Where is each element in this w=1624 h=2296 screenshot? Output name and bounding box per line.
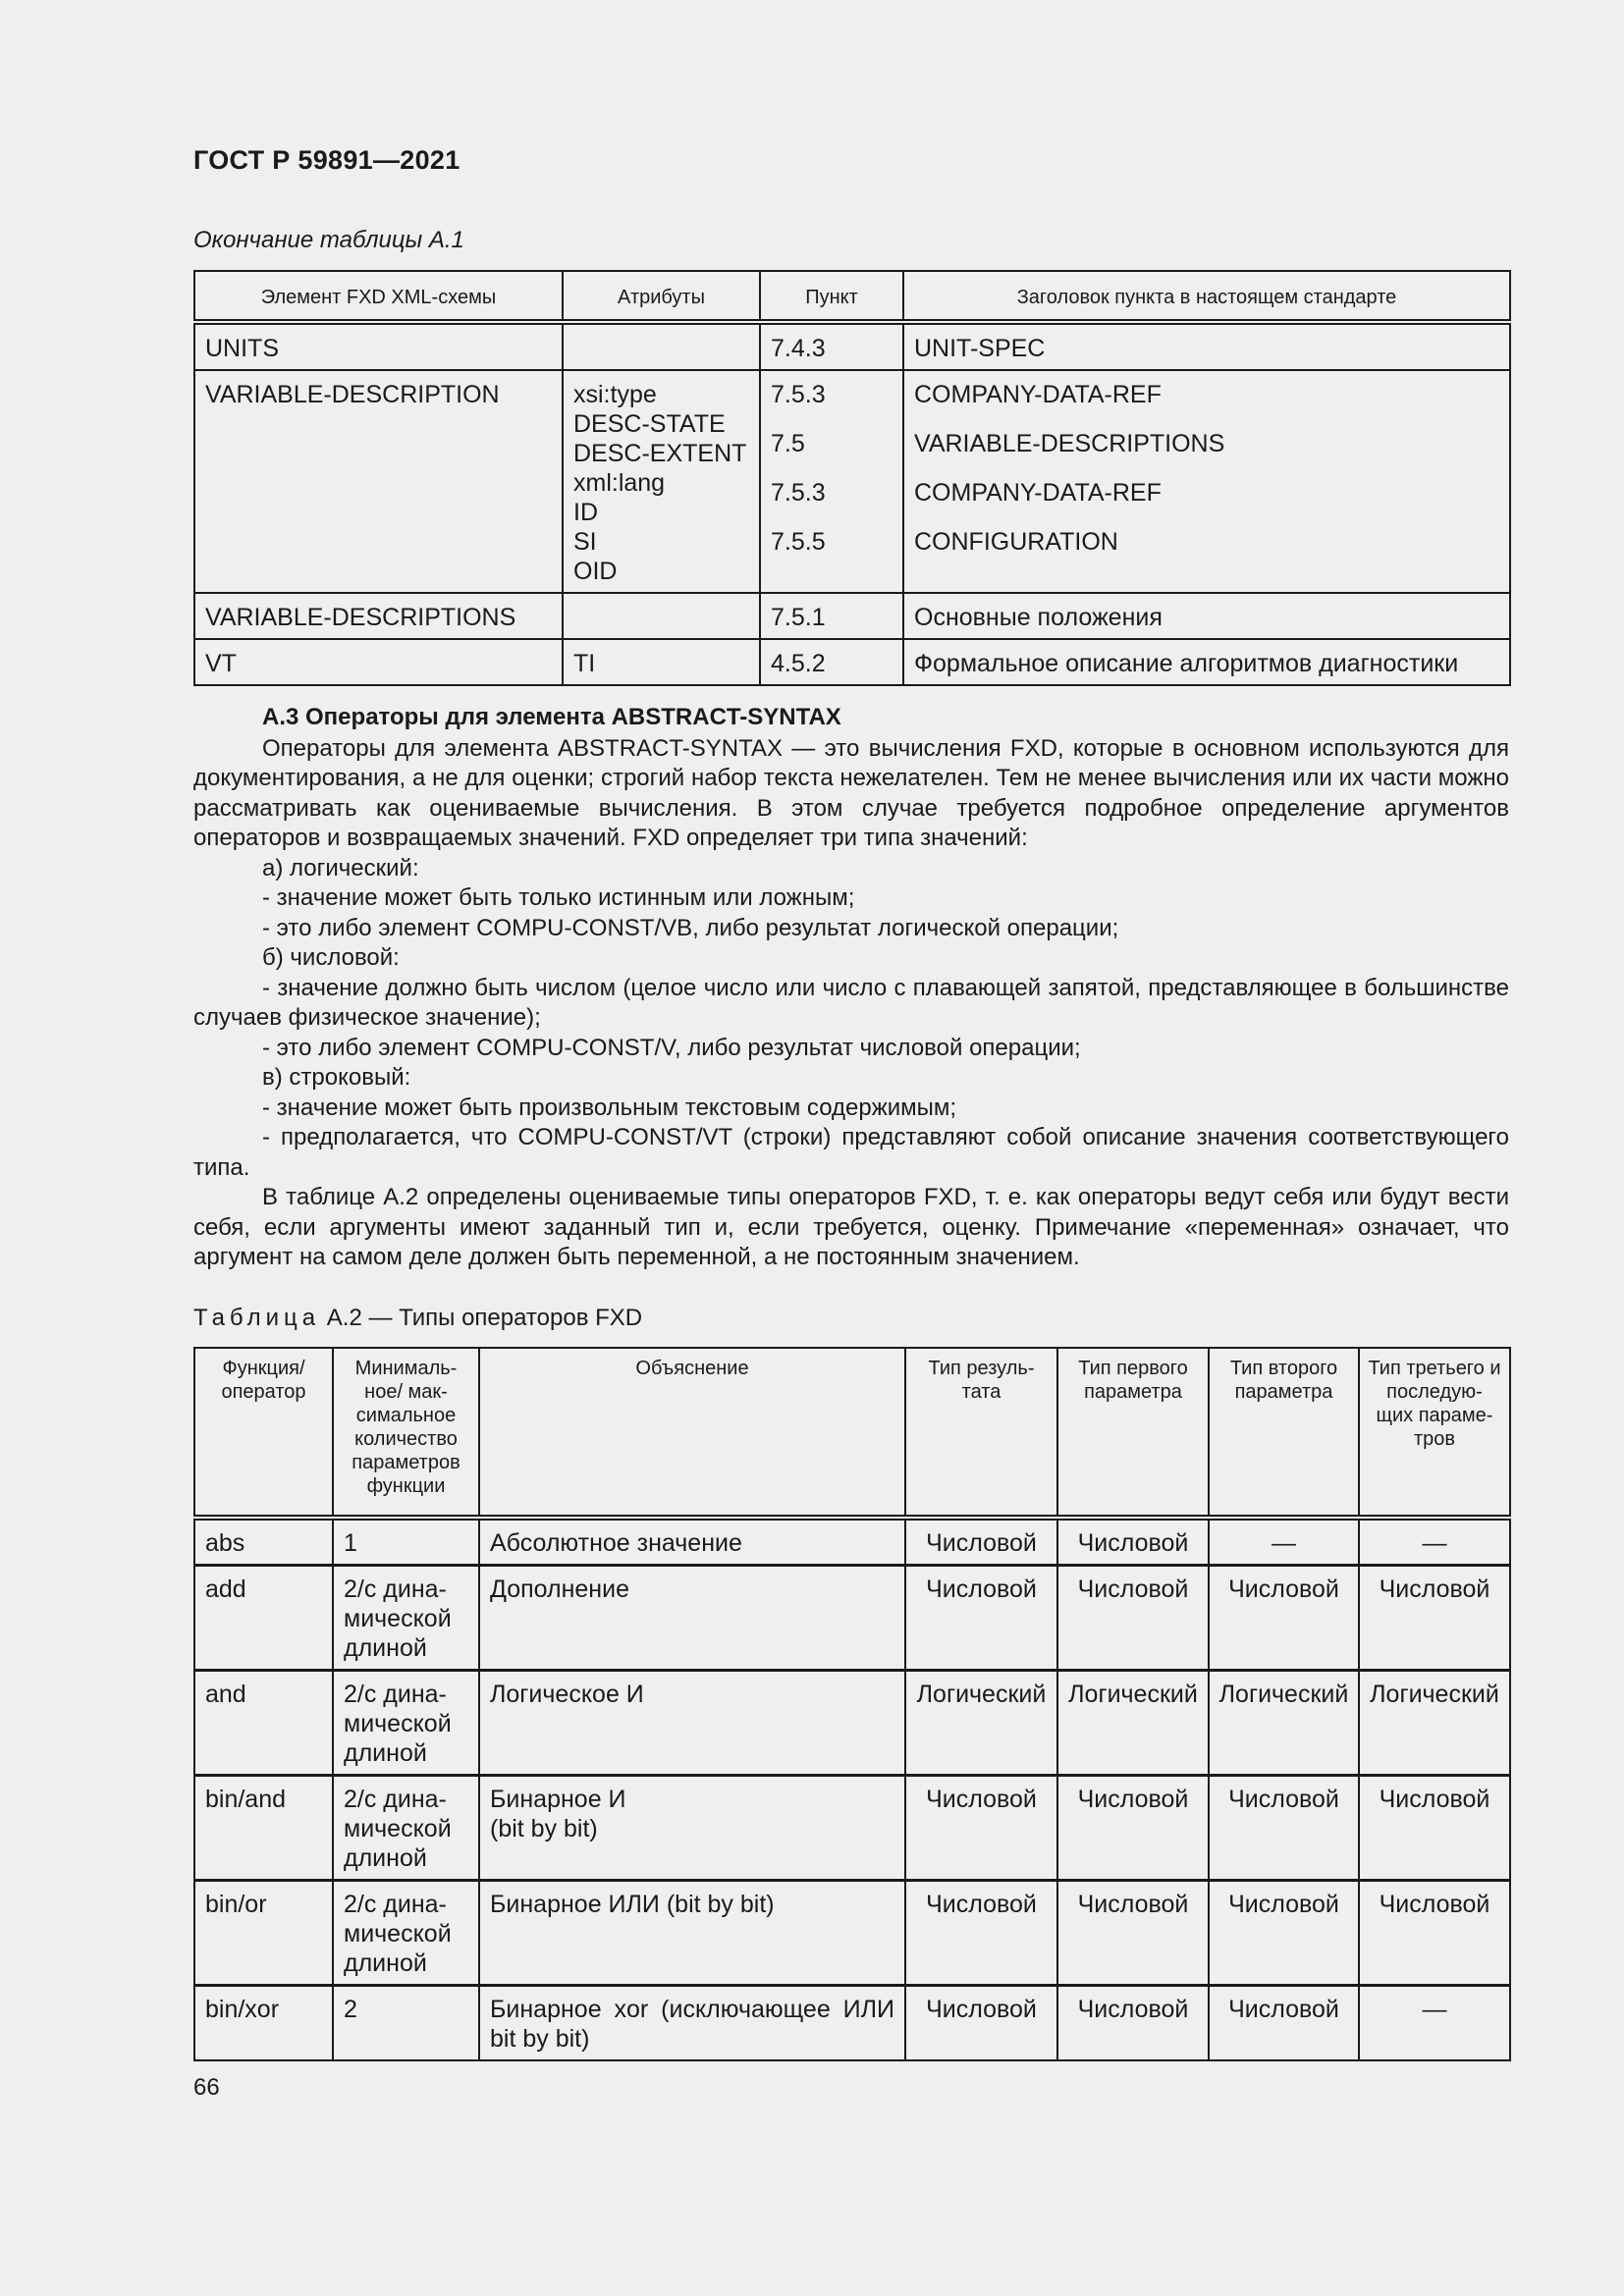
table-a2-header-cell: Минималь- ное/ мак- симальное количество параметров функции [333,1348,479,1518]
table-row [194,1518,1510,1566]
table-a2-caption-text: А.2 — Типы операторов FXD [326,1305,643,1331]
type-cell-p2: — [1209,1518,1359,1566]
attribute-item: ID [573,499,598,526]
table-row [194,639,1510,685]
operator-cell: bin/and [194,1776,333,1881]
type-cell-result: Числовой [905,1518,1057,1566]
point-item: 7.5.3 [771,381,826,408]
attribute-item: DESC-STATE [573,410,726,438]
table-a2-header-row [194,1348,1510,1518]
explanation-cell: Абсолютное значение [479,1518,905,1566]
operator-cell: add [194,1566,333,1671]
element-cell: VT [194,639,563,685]
point-cell [760,370,903,593]
attribute-item: OID [573,558,618,585]
title-item: COMPANY-DATA-REF [914,479,1162,507]
type-cell-p2: Числовой [1209,1776,1359,1881]
explanation-cell: Дополнение [479,1566,905,1671]
attributes-cell [563,370,760,593]
table-a1-caption: Окончание таблицы А.1 [193,227,464,253]
type-cell-p2: Числовой [1209,1986,1359,2061]
section-a3 [193,703,1509,1273]
type-cell-result: Числовой [905,1776,1057,1881]
operator-cell: and [194,1671,333,1776]
table-a2 [193,1347,1511,2061]
point-item: 4.5.2 [771,650,826,677]
table-row [194,1671,1510,1776]
table-a2-caption [193,1305,642,1332]
title-cell [903,639,1510,685]
page-number: 66 [193,2074,220,2101]
paragraph: а) логический: [262,854,419,881]
attributes-cell [563,593,760,639]
table-a2-header-cell: Объяснение [479,1348,905,1518]
explanation-cell: Бинарное xor (исключающее ИЛИ bit by bit) [479,1986,905,2061]
paragraph: - значение может быть только истинным или ложным; [262,884,855,911]
element-cell: UNITS [194,322,563,370]
operator-cell: bin/xor [194,1986,333,2061]
paragraph: - значение может быть произвольным текстовым содержимым; [262,1094,957,1121]
table-row [194,1986,1510,2061]
type-cell-result: Логический [905,1671,1057,1776]
title-item: VARIABLE-DESCRIPTIONS [914,430,1225,457]
point-item: 7.4.3 [771,335,826,362]
type-cell-p3: Числовой [1359,1881,1510,1986]
document-header-title: ГОСТ Р 59891—2021 [193,145,460,175]
table-row [194,1881,1510,1986]
type-cell-result: Числовой [905,1566,1057,1671]
table-a2-header-cell: Тип третьего и последую- щих параме- тров [1359,1348,1510,1518]
point-item: 7.5.1 [771,604,826,631]
explanation-cell: Бинарное ИЛИ (bit by bit) [479,1881,905,1986]
type-cell-p1: Числовой [1057,1776,1209,1881]
param-count-cell: 2/с дина- мической длиной [333,1671,479,1776]
table-row [194,1566,1510,1671]
param-count-cell: 2/с дина- мической длиной [333,1566,479,1671]
table-a1-header-cell: Элемент FXD XML-схемы [194,271,563,322]
title-cell [903,322,1510,370]
type-cell-p2: Числовой [1209,1566,1359,1671]
paragraph: в) строковый: [262,1064,411,1091]
point-item: 7.5.3 [771,479,826,507]
table-a1-header-cell: Заголовок пункта в настоящем стандарте [903,271,1510,322]
table-row [194,370,1510,593]
type-cell-p2: Логический [1209,1671,1359,1776]
table-a1-header-row [194,271,1510,322]
point-cell [760,322,903,370]
param-count-cell: 2/с дина- мической длиной [333,1776,479,1881]
type-cell-p2: Числовой [1209,1881,1359,1986]
point-cell [760,639,903,685]
operator-cell: bin/or [194,1881,333,1986]
type-cell-result: Числовой [905,1881,1057,1986]
type-cell-p1: Числовой [1057,1566,1209,1671]
point-cell [760,593,903,639]
type-cell-p3: Числовой [1359,1776,1510,1881]
table-a2-header-cell: Тип второго параметра [1209,1348,1359,1518]
param-count-cell: 1 [333,1518,479,1566]
paragraph: - это либо элемент COMPU-CONST/VB, либо результат логической операции; [262,914,1119,941]
table-row [194,322,1510,370]
type-cell-p3: Логический [1359,1671,1510,1776]
table-a2-header-cell: Тип резуль- тата [905,1348,1057,1518]
explanation-cell: Бинарное И (bit by bit) [479,1776,905,1881]
type-cell-result: Числовой [905,1986,1057,2061]
point-item: 7.5.5 [771,528,826,556]
type-cell-p3: Числовой [1359,1566,1510,1671]
title-item: Формальное описание алгоритмов диагностики [914,650,1459,677]
type-cell-p3: — [1359,1518,1510,1566]
type-cell-p1: Числовой [1057,1986,1209,2061]
attribute-item: DESC-EXTENT [573,440,747,467]
paragraph: - предполагается, что COMPU-CONST/VT (строки) представляют собой описание значения соответствующего типа. [193,1124,1509,1181]
type-cell-p1: Числовой [1057,1518,1209,1566]
attribute-item: xsi:type [573,381,657,408]
attributes-cell [563,639,760,685]
table-a2-header-cell: Тип первого параметра [1057,1348,1209,1518]
attribute-item: SI [573,528,597,556]
attributes-cell [563,322,760,370]
attribute-item: xml:lang [573,469,666,497]
type-cell-p1: Логический [1057,1671,1209,1776]
paragraph: - это либо элемент COMPU-CONST/V, либо результат числовой операции; [262,1034,1081,1061]
param-count-cell: 2 [333,1986,479,2061]
element-cell: VARIABLE-DESCRIPTION [194,370,563,593]
table-a1-header-cell: Атрибуты [563,271,760,322]
table-a2-header-cell: Функция/ оператор [194,1348,333,1518]
paragraph: - значение должно быть числом (целое число или число с плавающей запятой, представляющее в большинстве случаев физическое значение); [193,974,1509,1031]
operator-cell: abs [194,1518,333,1566]
type-cell-p1: Числовой [1057,1881,1209,1986]
table-a1-header-cell: Пункт [760,271,903,322]
table-a1 [193,270,1511,686]
table-row [194,1776,1510,1881]
title-item: COMPANY-DATA-REF [914,381,1162,408]
explanation-cell: Логическое И [479,1671,905,1776]
title-item: UNIT-SPEC [914,335,1046,362]
point-item: 7.5 [771,430,805,457]
table-a2-caption-label: Таблица [193,1305,321,1331]
type-cell-p3: — [1359,1986,1510,2061]
title-cell [903,370,1510,593]
title-item: CONFIGURATION [914,528,1118,556]
section-title: А.3 Операторы для элемента ABSTRACT-SYNTAX [262,704,841,730]
attribute-item: TI [573,650,596,677]
paragraph: В таблице А.2 определены оцениваемые типы операторов FXD, т. е. как операторы ведут себя или будут вести себя, если аргументы имеют заданный тип и, если требуется, оценку. Примечание «переменная» означает, что аргумент на самом деле должен быть переменной, а не постоянным значением. [193,1184,1509,1270]
title-item: Основные положения [914,604,1163,631]
element-cell: VARIABLE-DESCRIPTIONS [194,593,563,639]
param-count-cell: 2/с дина- мической длиной [333,1881,479,1986]
paragraph: б) числовой: [262,944,400,971]
title-cell [903,593,1510,639]
paragraph: Операторы для элемента ABSTRACT-SYNTAX — это вычисления FXD, которые в основном используются для документирования, а не для оценки; строгий набор текста нежелателен. Тем не менее вычисления или их части можно рассматривать как оцениваемые вычисления. В этом случае требуется подробное определение аргументов операторов и возвращаемых значений. FXD определяет три типа значений: [193,734,1509,851]
table-row [194,593,1510,639]
